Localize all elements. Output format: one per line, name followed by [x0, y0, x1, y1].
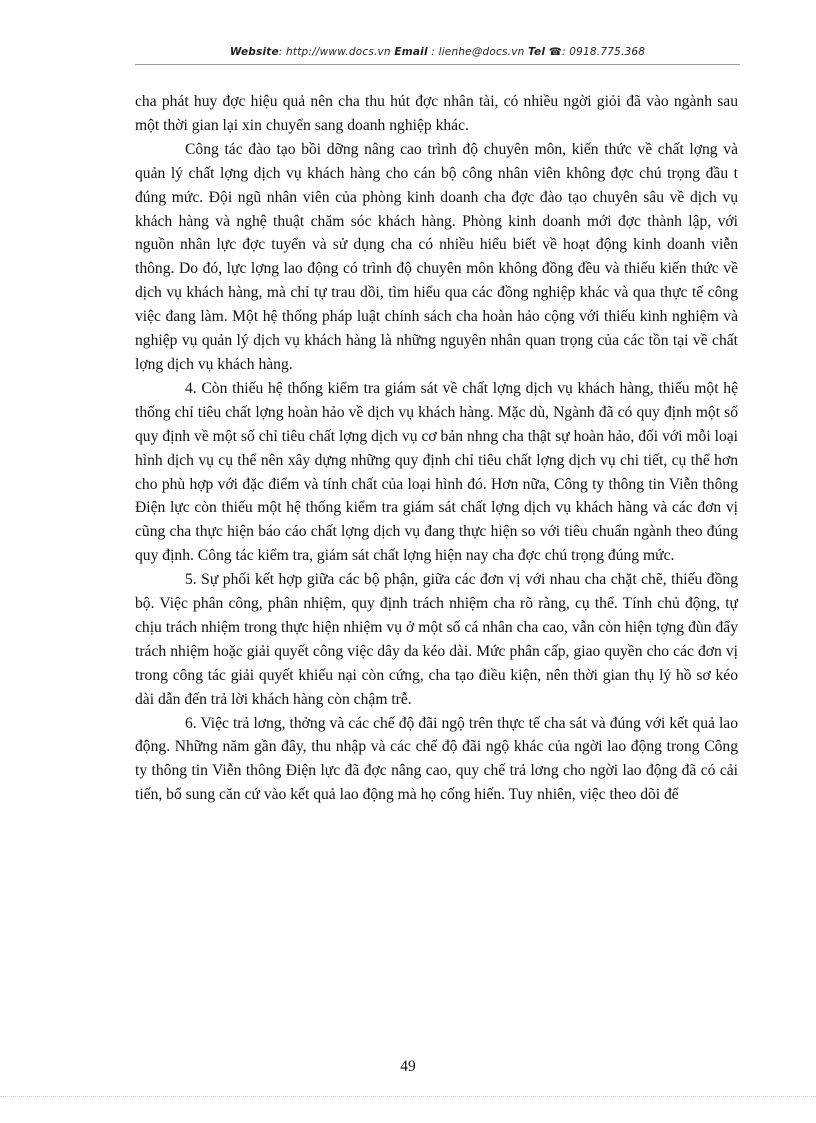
website-label: Website	[229, 46, 279, 58]
tel-value: : 0918.775.368	[562, 46, 646, 58]
paragraph-continuation: cha phát huy đợc hiệu quả nên cha thu hút đợc nhân tài, có nhiều ngời giỏi đã vào ngành sau một thời gian lại xin chuyển sang doanh nghiệp khác.	[135, 93, 738, 134]
page-header	[135, 46, 740, 58]
tel-label: Tel	[528, 46, 546, 58]
paragraph-point-6: 6. Việc trả lơng, thởng và các chế độ đãi ngộ trên thực tế cha sát và đúng với kết quả lao động. Những năm gần đây, thu nhập và các chế độ đãi ngộ khác của ngời lao động trong Công ty thông tin Viễn thông Điện lực đã đợc nâng cao, quy chế trả lơng cho ngời lao động đã có cải tiến, bổ sung căn cứ vào kết quả lao động mà họ cống hiến. Tuy nhiên, việc theo dõi để	[135, 714, 738, 804]
email-label: Email	[394, 46, 428, 58]
email-value: : lienhe@docs.vn	[431, 46, 525, 58]
header-divider	[135, 64, 740, 65]
page-number: 49	[400, 1058, 416, 1075]
footer-divider	[0, 1096, 816, 1097]
website-value: : http://www.docs.vn	[278, 46, 391, 58]
paragraph-point-4: 4. Còn thiếu hệ thống kiểm tra giám sát về chất lợng dịch vụ khách hàng, thiếu một hệ thống chỉ tiêu chất lợng hoàn hảo về dịch vụ khách hàng. Mặc dù, Ngành đã có quy định một số quy định về một số chỉ tiêu chất lợng dịch vụ cơ bản nhng cha thật sự hoàn hảo, đối với mỗi loại hình dịch vụ cụ thể nên xây dựng những quy định chỉ tiêu chất lợng dịch vụ chi tiết, cụ thể hơn cho phù hợp với đặc điểm và tính chất của loại hình đó. Hơn nữa, Công ty thông tin Viễn thông Điện lực còn thiếu một hệ thống kiểm tra giám sát chất lợng dịch vụ khách hàng và các đơn vị cũng cha thực hiện báo cáo chất lợng dịch vụ đang thực hiện so với tiêu chuẩn ngành theo đúng quy định. Công tác kiểm tra, giám sát chất lợng hiện nay cha đợc chú trọng đúng mức.	[135, 379, 738, 565]
document-body	[135, 90, 738, 807]
phone-icon: ☎	[548, 46, 562, 58]
paragraph-training: Công tác đào tạo bồi dỡng nâng cao trình độ chuyên môn, kiến thức về chất lợng và quản lý chất lợng dịch vụ khách hàng cho cán bộ công nhân viên không đợc chú trọng đầu t đúng mức. Đội ngũ nhân viên của phòng kinh doanh cha đợc đào tạo chuyên sâu về dịch vụ khách hàng và nghệ thuật chăm sóc khách hàng. Phòng kinh doanh mới đợc thành lập, với nguồn nhân lực đợc tuyển và sử dụng cha có nhiều hiểu biết về hoạt động kinh doanh viễn thông. Do đó, lực lợng lao động có trình độ chuyên môn không đồng đều và thiếu kiến thức về dịch vụ khách hàng, mà chỉ tự trau dồi, tìm hiểu qua các đồng nghiệp khác và qua thực tế công việc đang làm. Một hệ thống pháp luật chính sách cha hoàn hảo cộng với thiếu kinh nghiệm và nghiệp vụ quản lý dịch vụ khách hàng là những nguyên nhân quan trọng của các tồn tại về chất lợng dịch vụ khách hàng.	[135, 140, 738, 373]
paragraph-point-5: 5. Sự phối kết hợp giữa các bộ phận, giữa các đơn vị với nhau cha chặt chẽ, thiếu đồng bộ. Việc phân công, phân nhiệm, quy định trách nhiệm cha rõ ràng, cụ thể. Tính chủ động, tự chịu trách nhiệm trong thực hiện nhiệm vụ ở một số cá nhân cha cao, vẫn còn hiện tợng đùn đẩy trách nhiệm hoặc giải quyết công việc dây da kéo dài. Mức phân cấp, giao quyền cho các đơn vị trong công tác giải quyết khiếu nại còn cứng, cha tạo điều kiện, nên thời gian thụ lý hồ sơ kéo dài dẫn đến trả lời khách hàng còn chậm trễ.	[135, 571, 738, 708]
